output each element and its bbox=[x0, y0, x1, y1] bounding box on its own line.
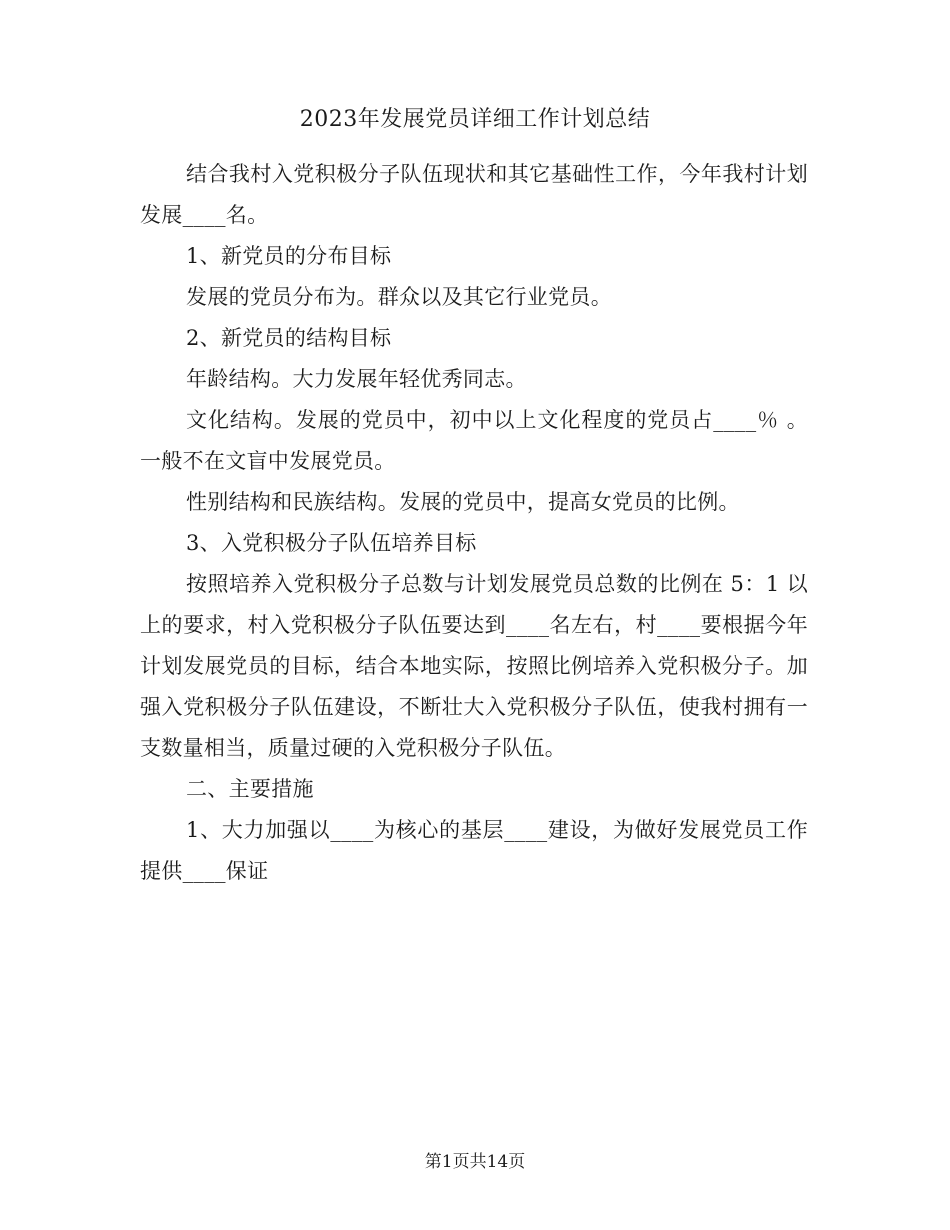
heading-activist-training-goal: 3、入党积极分子队伍培养目标 bbox=[186, 531, 477, 555]
heading-distribution-goal: 1、新党员的分布目标 bbox=[186, 244, 392, 268]
paragraph-age-structure: 年龄结构。大力发展年轻优秀同志。 bbox=[186, 367, 527, 391]
paragraph-intro: 结合我村入党积极分子队伍现状和其它基础性工作，今年我村计划发展____名。 bbox=[140, 162, 808, 227]
heading-main-measures: 二、主要措施 bbox=[186, 777, 314, 801]
page-number-footer: 第1页共14页 bbox=[424, 1152, 526, 1172]
paragraph-gender-ethnic-structure: 性别结构和民族结构。发展的党员中，提高女党员的比例。 bbox=[186, 490, 740, 514]
paragraph-education-structure: 文化结构。发展的党员中，初中以上文化程度的党员占____％ 。一般不在文盲中发展党员。 bbox=[140, 408, 808, 473]
document-title: 2023年发展党员详细工作计划总结 bbox=[299, 107, 651, 132]
paragraph-measure-1: 1、大力加强以____为核心的基层____建设，为做好发展党员工作提供____保证 bbox=[140, 818, 808, 883]
paragraph-distribution: 发展的党员分布为。群众以及其它行业党员。 bbox=[186, 285, 612, 309]
paragraph-activist-training: 按照培养入党积极分子总数与计划发展党员总数的比例在 5：1 以上的要求，村入党积极分子队伍要达到____名左右，村____要根据今年计划发展党员的目标，结合本地实际，按照比例培养入党积极分子。加强入党积极分子队伍建设，不断壮大入党积极分子队伍，使我村拥有一支数量相当，质量过硬的入党积极分子队伍。 bbox=[140, 572, 808, 760]
heading-structure-goal: 2、新党员的结构目标 bbox=[186, 326, 392, 350]
document-body bbox=[140, 154, 808, 892]
